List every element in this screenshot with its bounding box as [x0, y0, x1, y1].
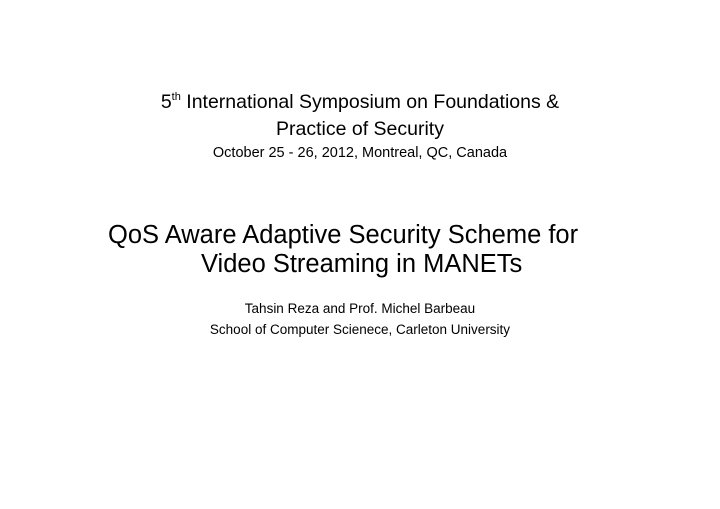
author-affiliation: School of Computer Scienece, Carleton University: [209, 322, 511, 337]
conference-dates-location: October 25 - 26, 2012, Montreal, QC, Canada: [212, 145, 508, 161]
conference-title-text: International Symposium on Foundations &: [180, 91, 560, 113]
conference-edition-suffix: th: [171, 91, 181, 103]
paper-title-line-1: QoS Aware Adaptive Security Scheme for: [108, 221, 579, 249]
conference-title-line-1: [60, 89, 660, 118]
paper-title-line-2: Video Streaming in MANETs: [201, 250, 523, 278]
conference-edition-number: 5: [160, 91, 172, 113]
paper-authors: Tahsin Reza and Prof. Michel Barbeau: [244, 301, 476, 316]
conference-title-line-2: Practice of Security: [276, 118, 444, 140]
